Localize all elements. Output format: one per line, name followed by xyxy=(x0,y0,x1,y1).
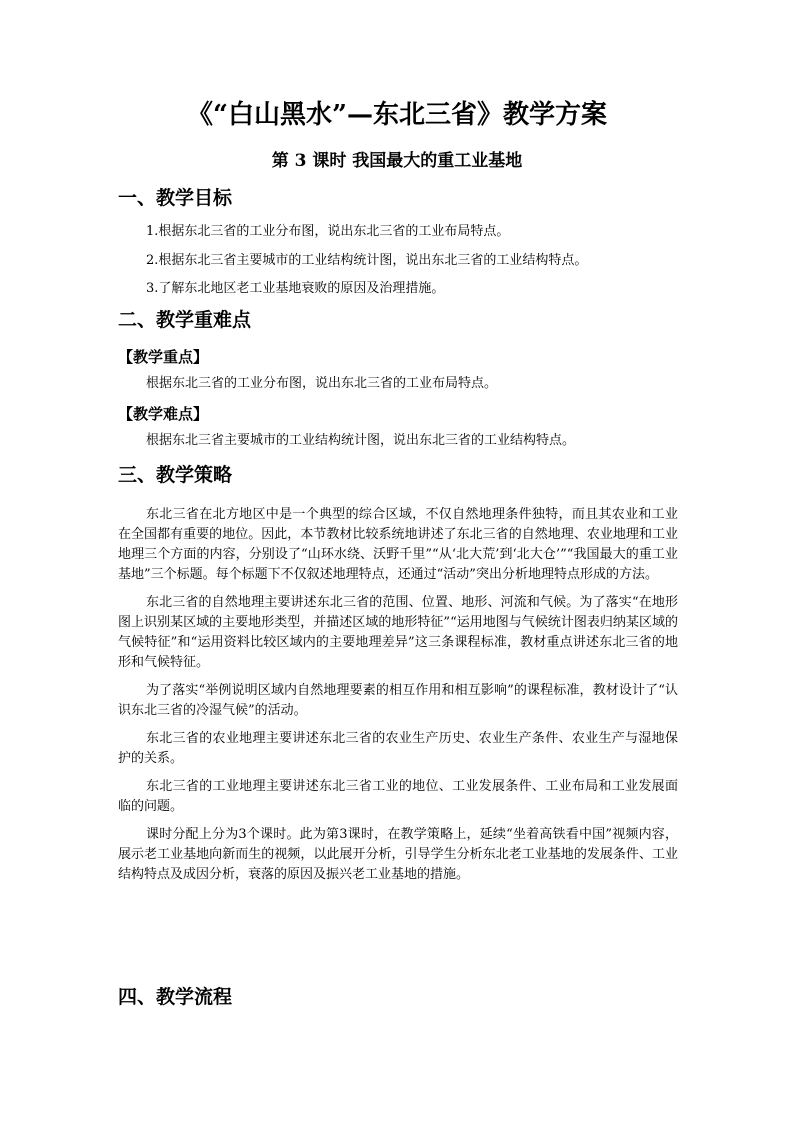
section-objectives xyxy=(118,184,678,212)
objective-list-row xyxy=(118,279,678,299)
objective-item: 3.了解东北地区老工业基地衰败的原因及治理措施。 xyxy=(146,281,445,296)
focus-label: 【教学重点】 xyxy=(118,348,209,366)
strategy-paragraphs xyxy=(118,505,678,885)
section-strategy xyxy=(118,461,678,489)
objective-list-row xyxy=(118,251,678,271)
difficulty-text-row xyxy=(118,431,678,451)
strategy-paragraph: 东北三省的农业地理主要讲述东北三省的农业生产历史、农业生产条件、农业生产与湿地保护的关系。 xyxy=(118,731,678,766)
document-title: 《“白山黑水”—东北三省》教学方案 xyxy=(187,100,607,130)
strategy-paragraph: 为了落实“举例说明区域内自然地理要素的相互作用和相互影响”的课程标准，教材设计了“认识东北三省的冷湿气候”的活动。 xyxy=(118,683,678,718)
section-heading: 四、教学流程 xyxy=(118,986,233,1008)
objective-list xyxy=(118,222,678,242)
strategy-paragraph: 东北三省在北方地区中是一个典型的综合区域，不仅自然地理条件独特，而且其农业和工业在全国都有重要的地位。因此，本节教材比较系统地讲述了东北三省的自然地理、农业地理和工业地理三个方面的内容，分别设了“山环水绕、沃野千里”“从‘北大荒’到‘北大仓’”“我国最大的重工业基地”三个标题。每个标题下不仅叙述地理特点，还通过“活动”突出分析地理特点形成的方法。 xyxy=(118,507,678,582)
section-process xyxy=(118,983,678,1011)
focus-block xyxy=(118,345,678,369)
focus-text-row xyxy=(118,374,678,394)
focus-text: 根据东北三省的工业分布图，说出东北三省的工业布局特点。 xyxy=(146,376,498,391)
lesson-subtitle: 第 3 课时 我国最大的重工业基地 xyxy=(271,151,523,171)
section-heading: 一、教学目标 xyxy=(118,187,233,209)
strategy-paragraph: 东北三省的工业地理主要讲述东北三省工业的地位、工业发展条件、工业布局和工业发展面临的问题。 xyxy=(118,779,678,814)
section-heading: 二、教学重难点 xyxy=(118,309,252,331)
difficulty-block xyxy=(118,402,678,426)
difficulty-label: 【教学难点】 xyxy=(118,405,209,423)
section-key-points xyxy=(118,306,678,334)
difficulty-text: 根据东北三省主要城市的工业结构统计图，说出东北三省的工业结构特点。 xyxy=(146,433,576,448)
objective-item: 2.根据东北三省主要城市的工业结构统计图，说出东北三省的工业结构特点。 xyxy=(146,253,588,268)
section-heading: 三、教学策略 xyxy=(118,464,233,486)
strategy-paragraph: 东北三省的自然地理主要讲述东北三省的范围、位置、地形、河流和气候。为了落实“在地形图上识别某区域的主要地形类型，并描述区域的地形特征”“运用地图与气候统计图表归纳某区域的气候特征”和“运用资料比较区域内的主要地理差异”这三条课程标准，教材重点讲述东北三省的地形和气候特征。 xyxy=(118,595,678,670)
strategy-paragraph: 课时分配上分为3个课时。此为第3课时，在教学策略上，延续“坐着高铁看中国”视频内容，展示老工业基地向新而生的视频，以此展开分析，引导学生分析东北老工业基地的发展条件、工业结构特点及成因分析，衰落的原因及振兴老工业基地的措施。 xyxy=(118,827,678,882)
objective-item: 1.根据东北三省的工业分布图，说出东北三省的工业布局特点。 xyxy=(146,224,510,239)
